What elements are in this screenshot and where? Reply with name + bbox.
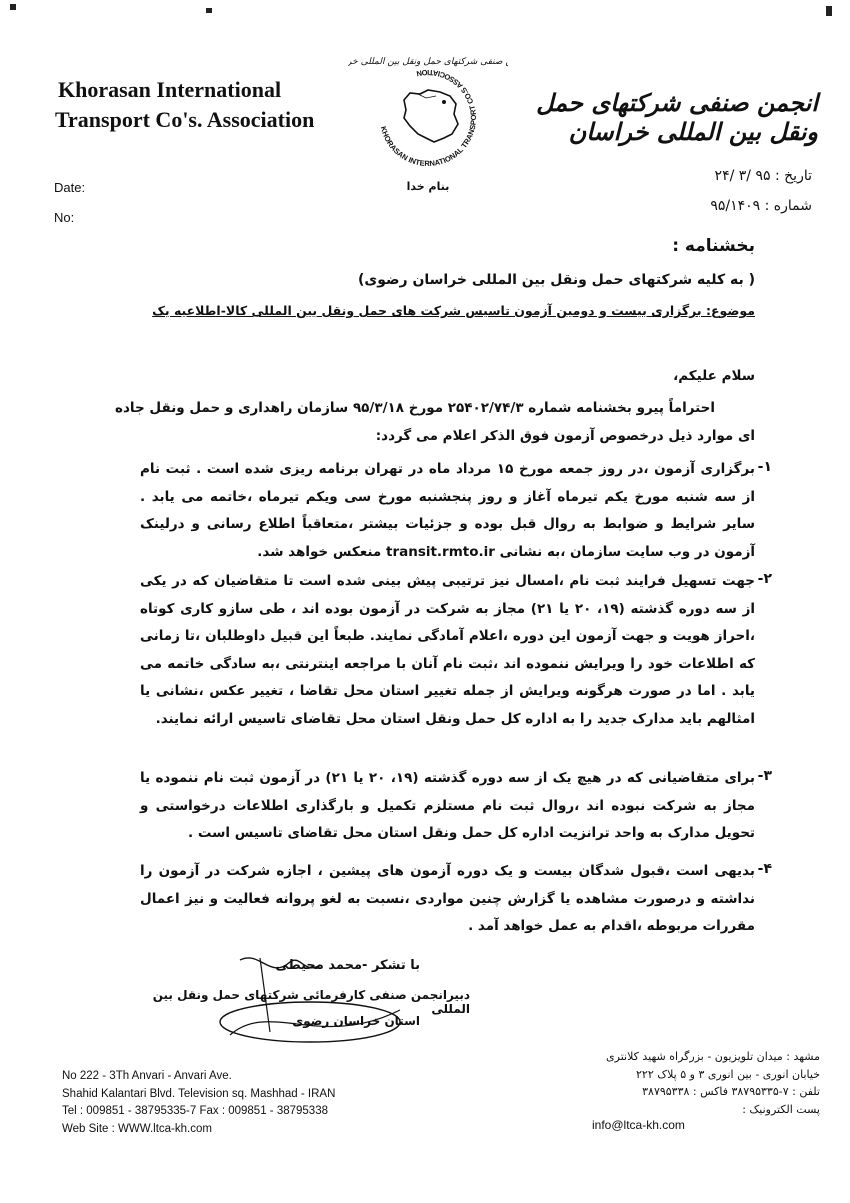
footer-address-en [62, 1068, 422, 1138]
footer-fa-line3: تلفن : ۷-۳۸۷۹۵۳۳۵ فاکس : ۳۸۷۹۵۳۳۸ [642, 1085, 820, 1098]
letter-heading: بخشنامه : [672, 236, 755, 256]
item-3-text: برای متقاضیانی که در هیچ یک از سه دوره گذشته (۱۹، ۲۰ یا ۲۱) در آزمون ثبت نام ننموده یا مجاز به شرکت نبوده اند ،روال ثبت نام مستلزم تکمیل و بارگذاری اطلاعات درخواستی و تحویل مدارک به واحد ترانزیت اداره کل حمل ونقل استان محل تقاضای تاسیس است . [140, 770, 755, 841]
footer-fa-line4: پست الکترونیک : [742, 1102, 820, 1116]
item-1-text: برگزاری آزمون ،در روز جمعه مورخ ۱۵ مرداد ماه در تهران برنامه ریزی شده است . ثبت نام از سه شنبه مورخ یکم تیرماه آغاز و روز پنجشنبه مورخ سی ویکم تیرماه ،خاتمه می یابد . سایر شرایط و ضوابط به روال قبل بوده و جزئیات بیشتر ،متعاقباً اطلاع رسانی و درلینک آزمون در وب سایت سازمان ،به نشانی transit.rmto.ir منعکس خواهد شد. [140, 461, 755, 560]
item-4-number: -۴ [757, 861, 772, 877]
footer-email[interactable]: info@ltca-kh.com [592, 1118, 685, 1132]
corner-mark-mid [206, 8, 212, 13]
logo-ring-text-fa: صنفی شرکتهای حمل ونقل بین المللی خ [352, 57, 503, 67]
footer-en-line4: Web Site : WWW.ltca-kh.com [62, 1122, 212, 1135]
no-label: No: [54, 210, 75, 225]
iran-map-icon [404, 90, 458, 142]
footer-en-line3: Tel : 009851 - 38795335-7 Fax : 009851 - 38795338 [62, 1105, 328, 1117]
letter-date-fa: تاریخ : ۹۵ /۳ /۲۴ [714, 168, 812, 184]
signature-title-line1: دبیرانجمن صنفی کارفرمائی شرکتهای حمل ونقل بین المللی [152, 988, 470, 1016]
recipient-line: ( به کلیه شرکتهای حمل ونقل بین المللی خراسان رضوی) [357, 272, 755, 288]
footer-address-fa [560, 1048, 820, 1118]
date-label: Date: [54, 180, 86, 195]
footer-en-line2: Shahid Kalantari Blvd. Television sq. Mashhad - IRAN [62, 1087, 336, 1100]
item-3-number: -۳ [757, 768, 772, 784]
org-name-fa: انجمن صنفی شرکتهای حمل ونقل بین المللی خراسان [536, 88, 818, 146]
footer-en-line1: No 222 - 3Th Anvari - Anvari Ave. [62, 1070, 232, 1082]
handwritten-signature [200, 940, 420, 1050]
subject-line: موضوع: برگزاری بیست و دومین آزمون تاسیس شرکت های حمل ونقل بین المللی کالا-اطلاعیه یک [152, 303, 755, 318]
bismillah: بنام خدا [406, 180, 450, 193]
intro-paragraph: احتراماً پیرو بخشنامه شماره ۲۵۴۰۲/۷۴/۳ مورخ ۹۵/۳/۱۸ سازمان راهداری و حمل ونقل جاده ای موارد ذیل درخصوص آزمون فوق الذکر اعلام می گردد: [115, 400, 755, 444]
item-1-number: -۱ [757, 459, 772, 475]
signature-title-line2: استان خراسان رضوی [292, 1014, 420, 1028]
corner-mark-right [826, 6, 832, 16]
footer-fa-line2: خیابان انوری - بین انوری ۳ و ۵ پلاک ۲۲۲ [636, 1067, 820, 1081]
org-name-en-line2: Transport Co's. Association [55, 107, 315, 132]
svg-text:KHORASAN INTERNATIONAL TRANSPO [379, 68, 478, 168]
item-2-number: -۲ [757, 571, 772, 587]
org-name-en-line1: Khorasan International [58, 77, 282, 102]
item-4-text: بدیهی است ،قبول شدگان بیست و یک دوره آزمون های پیشین ، اجازه شرکت در آزمون را نداشته و درصورت مشاهده یا گزارش چنین مواردی ،نسبت به لغو پروانه فعالیت و نیز اعمال مقررات مربوطه ،اقدام به عمل خواهد آمد . [140, 863, 755, 934]
greeting: سلام علیکم، [673, 368, 755, 384]
corner-mark-left [10, 4, 16, 10]
footer-fa-line1: مشهد : میدان تلویزیون - بزرگراه شهید کلانتری [606, 1050, 820, 1063]
closing-thanks: با تشکر -محمد محیطی [275, 958, 420, 973]
association-logo [348, 38, 508, 198]
item-2-text: جهت تسهیل فرایند ثبت نام ،امسال نیز ترتیبی پیش بینی شده است تا متقاضیان که در یکی از سه دوره گذشته (۱۹، ۲۰ یا ۲۱) مجاز به شرکت در آزمون بوده اند ، طی سازو کاری کوتاه ،احراز هویت و جهت آزمون این دوره ،اعلام آمادگی نمایند. طبعاً این قبیل داوطلبان ،تا زمانی که اطلاعات خود را ویرایش ننموده اند ،ثبت نام آنان با مراجعه اینترنتی ،به سادگی خاتمه می یابد . اما در صورت هرگونه ویرایش از جمله تغییر استان محل تقاضا ، تغییر عکس ،نشانی یا امثالهم باید مدارک جدید را به اداره کل حمل ونقل استان محل تقاضای تاسیس ارائه نمایند. [140, 573, 756, 727]
letter-number-fa: شماره : ۹۵/۱۴۰۹ [710, 198, 812, 214]
logo-ring-text-en: KHORASAN INTERNATIONAL TRANSPORT CO.S ASSOCIATION [378, 67, 479, 169]
org-name-en [55, 75, 345, 135]
